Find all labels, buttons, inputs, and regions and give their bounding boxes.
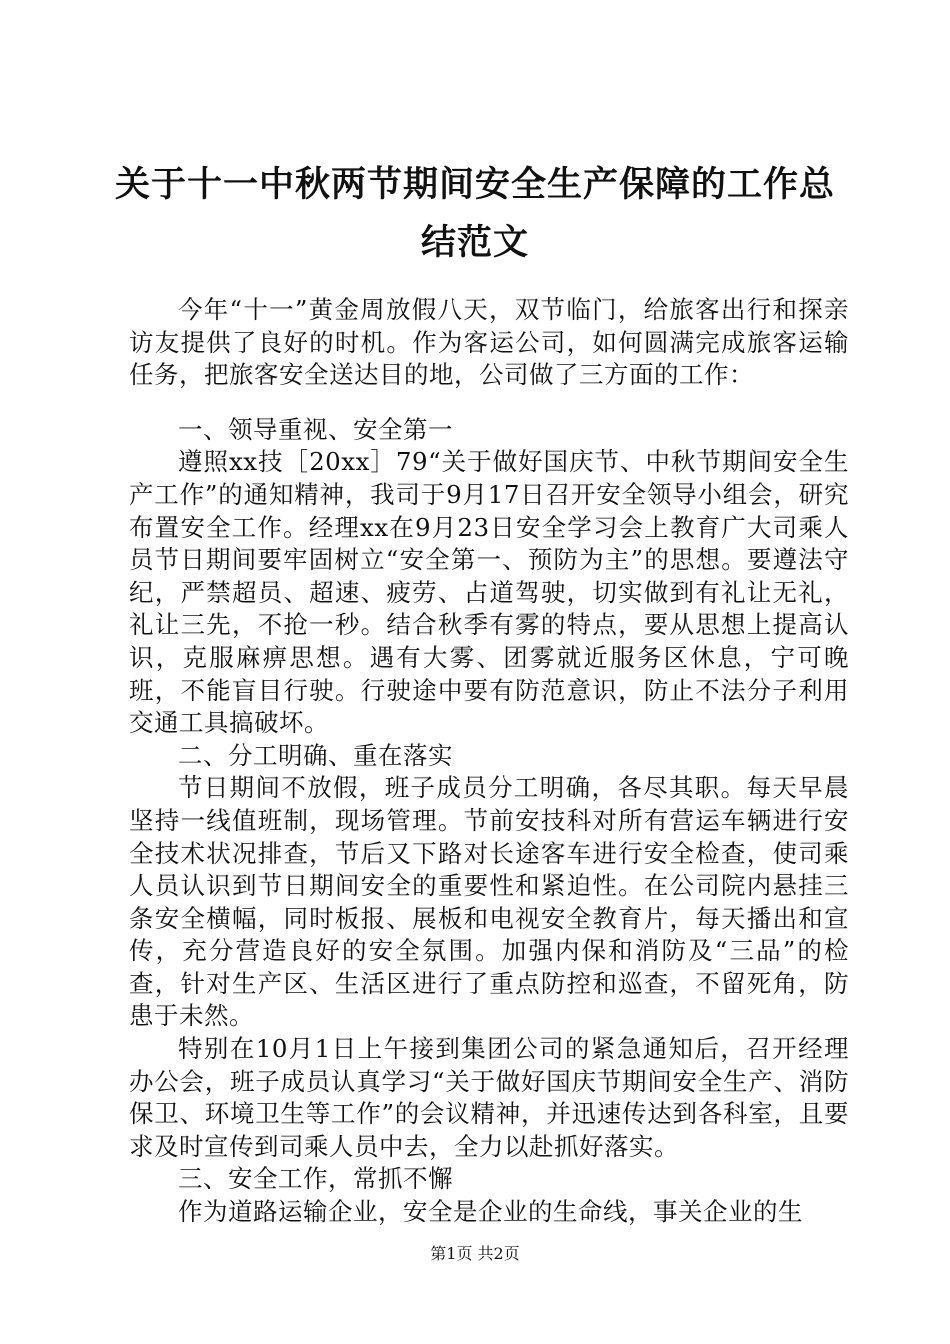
intro-paragraph: 今年“十一”黄金周放假八天，双节临门，给旅客出行和探亲访友提供了良好的时机。作为客运公司，如何圆满完成旅客运输任务，把旅客安全送达目的地，公司做了三方面的工作：: [129, 295, 849, 390]
section-2-paragraph-2: 特别在10月1日上午接到集团公司的紧急通知后，召开经理办公会，班子成员认真学习“关于做好国庆节期间安全生产、消防保卫、环境卫生等工作”的会议精神，并迅速传达到各科室，且要求及时宣传到司乘人员中去，全力以赴抓好落实。: [129, 1034, 849, 1161]
page-number-footer: 第1页 共2页: [430, 1244, 520, 1263]
document-title-line-1: 关于十一中秋两节期间安全生产保障的工作总: [114, 164, 835, 205]
section-1-heading: 一、领导重视、安全第一: [178, 414, 453, 444]
section-2-heading: 二、分工明确、重在落实: [178, 740, 453, 770]
paragraph-gap: [129, 392, 849, 414]
section-3-heading: 三、安全工作，常抓不懈: [178, 1164, 453, 1194]
section-2-paragraph-1: 节日期间不放假，班子成员分工明确，各尽其职。每天早晨坚持一线值班制，现场管理。节前安技科对所有营运车辆进行安全技术状况排查，节后又下路对长途客车进行安全检查，使司乘人员认识到节日期间安全的重要性和紧迫性。在公司院内悬挂三条安全横幅，同时板报、展板和电视安全教育片，每天播出和宣传，充分营造良好的安全氛围。加强内保和消防及“三品”的检查，针对生产区、生活区进行了重点防控和巡查，不留死角，防患于未然。: [129, 773, 849, 1031]
section-3-paragraph: 作为道路运输企业，安全是企业的生命线，事关企业的生: [178, 1197, 803, 1227]
document-body: [129, 294, 849, 1229]
document-title-line-2: 结范文: [420, 222, 529, 263]
section-1-paragraph: 遵照xx技［20xx］79“关于做好国庆节、中秋节期间安全生产工作”的通知精神，我司于9月17日召开安全领导小组会，研究布置安全工作。经理xx在9月23日安全学习会上教育广大司乘人员节日期间要牢固树立“安全第一、预防为主”的思想。要遵法守纪，严禁超员、超速、疲劳、占道驾驶，切实做到有礼让无礼，礼让三先，不抢一秒。结合秋季有雾的特点，要从思想上提高认识，克服麻痹思想。遇有大雾、团雾就近服务区休息，宁可晚班，不能盲目行驶。行驶途中要有防范意识，防止不法分子利用交通工具搞破坏。: [129, 447, 849, 738]
